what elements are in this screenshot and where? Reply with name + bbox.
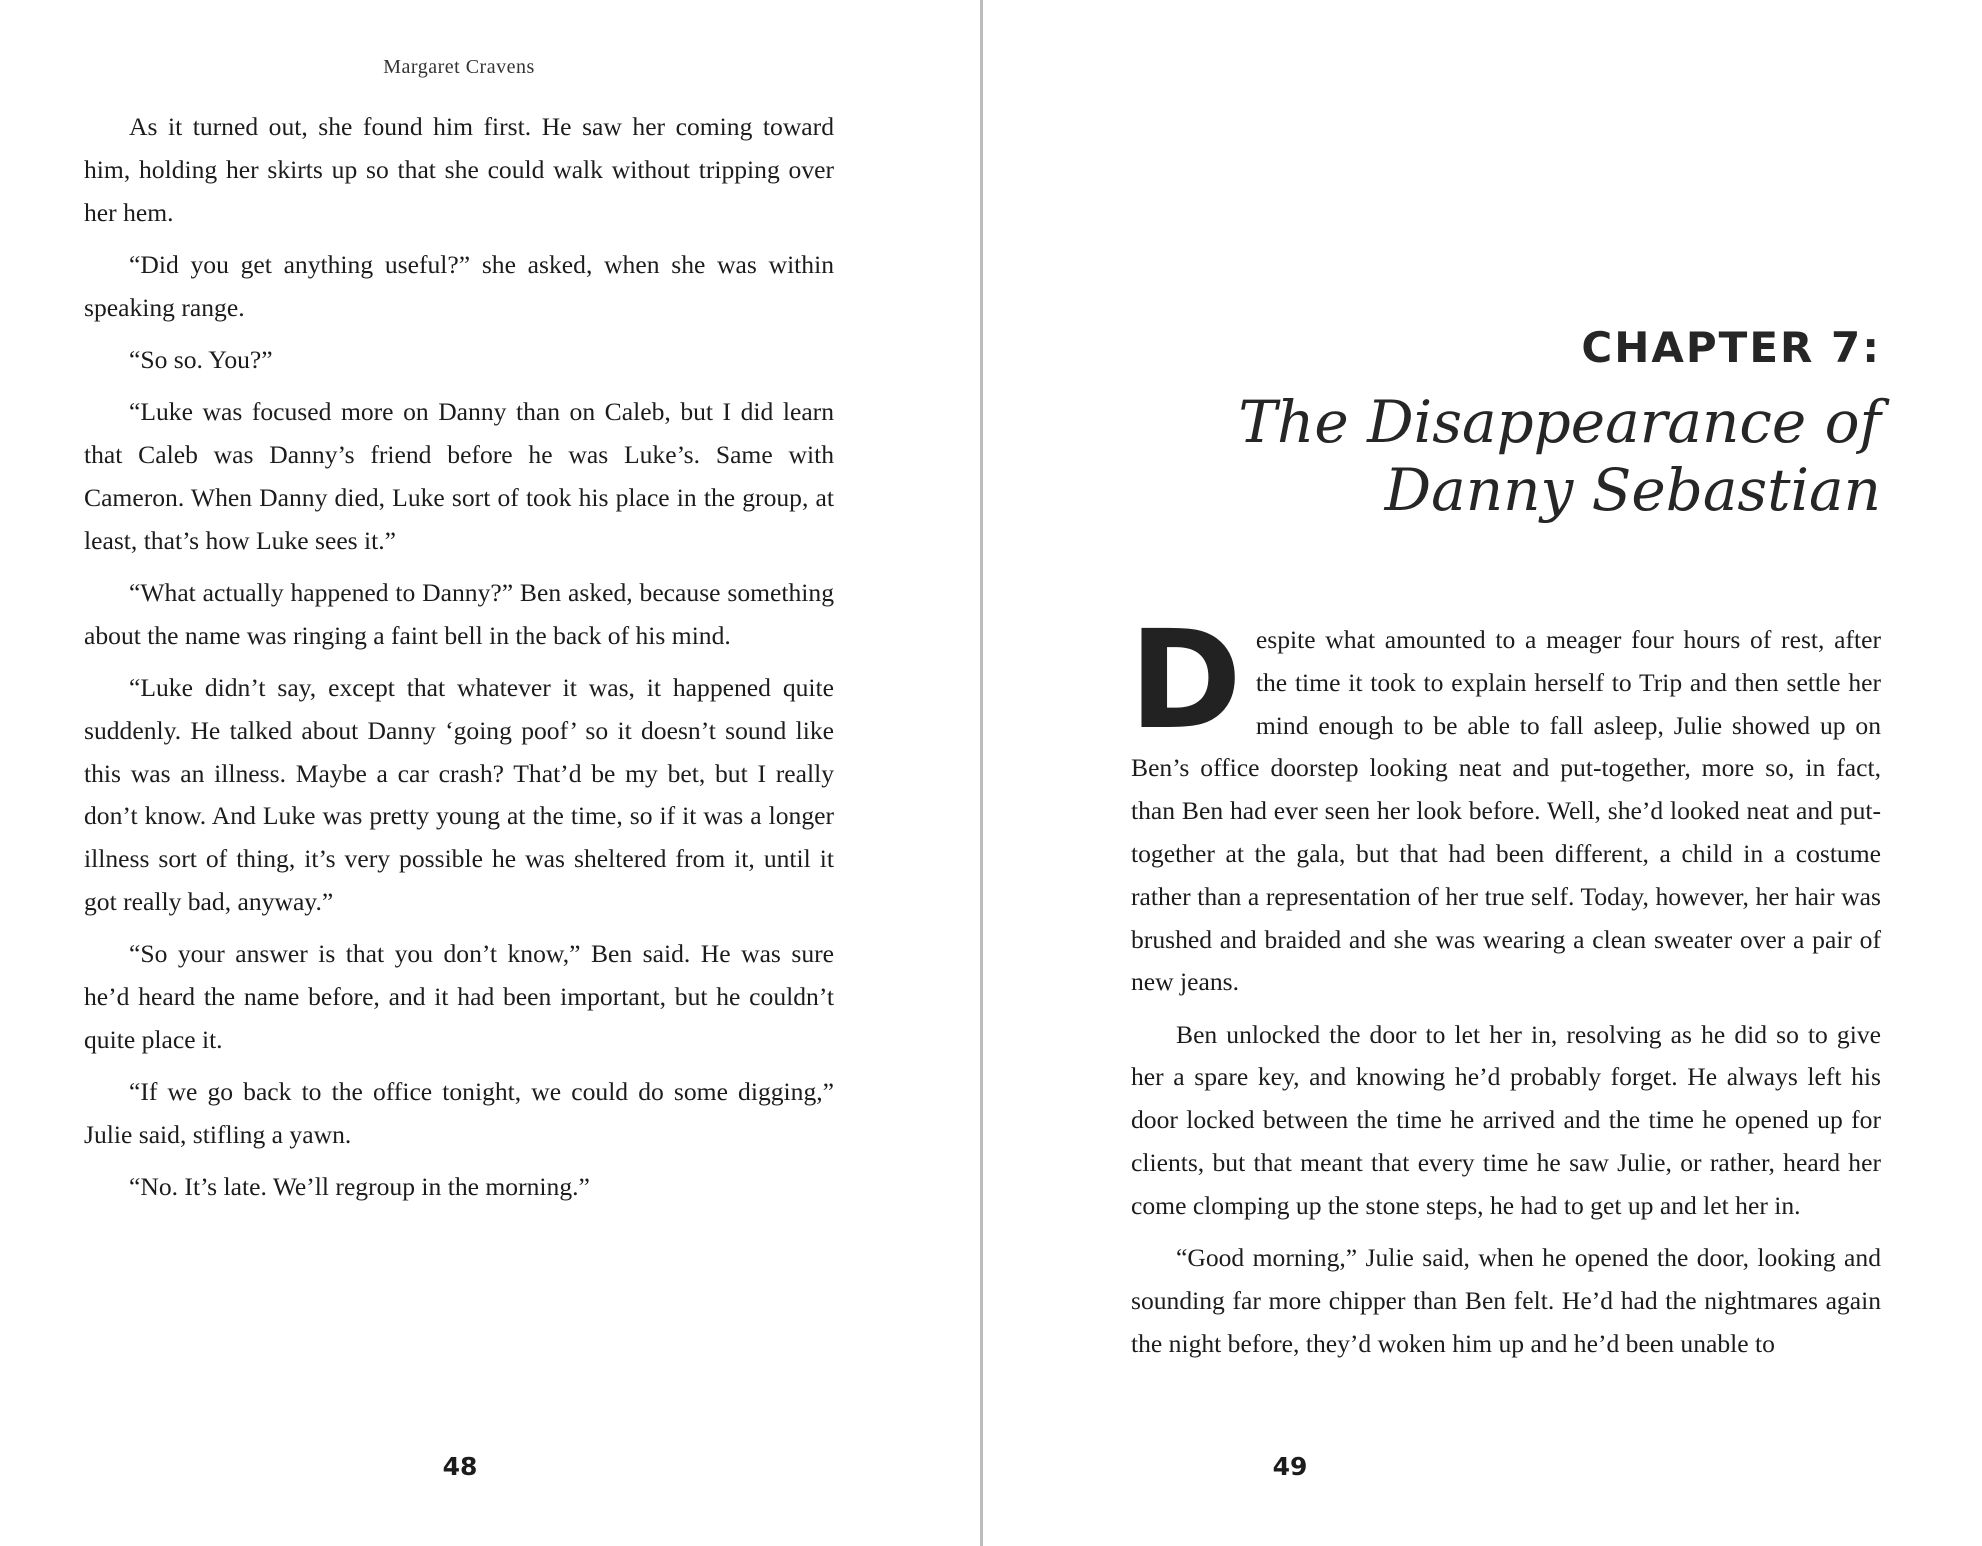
paragraph: “So so. You?”: [129, 344, 273, 374]
paragraph: “Did you get anything useful?” she asked, when she was within speaking range.: [84, 249, 834, 322]
chapter-label: CHAPTER 7:: [1581, 323, 1881, 372]
paragraph: “Luke didn’t say, except that whatever it was, it happened quite suddenly. He talked about Danny ‘going poof’ so it doesn’t sound like this was an illness. Maybe a car crash? That’d be my bet, but I really don’t know. And Luke was pretty young at the time, so if it was a longer illness sort of thing, it’s very possible he was sheltered from it, until it got really bad, anyway.”: [84, 673, 834, 917]
left-page: [0, 0, 980, 1546]
opening-paragraph: [1129, 602, 1881, 1004]
page-number-left: 48: [442, 1452, 478, 1481]
paragraph: “So your answer is that you don’t know,” Ben said. He was sure he’d heard the name before, and it had been important, but he couldn’t quite place it.: [84, 939, 834, 1054]
paragraph: Ben unlocked the door to let her in, resolving as he did so to give her a spare key, and knowing he’d probably forget. He always left his door locked between the time he arrived and the time he opened up for clients, but that meant that every time he saw Julie, or rather, heard her come clomping up the stone steps, he had to get up and let her in.: [1131, 1019, 1881, 1220]
paragraph: “Luke was focused more on Danny than on Caleb, but I did learn that Caleb was Danny’s friend before he was Luke’s. Same with Cameron. When Danny died, Luke sort of took his place in the group, at least, that’s how Luke sees it.”: [84, 397, 834, 555]
paragraph: “If we go back to the office tonight, we could do some digging,” Julie said, stifling a yawn.: [84, 1077, 834, 1150]
chapter-title-line-1: The Disappearance of: [1238, 388, 1881, 456]
page-number-right: 49: [1272, 1452, 1308, 1481]
right-page: [986, 0, 1982, 1546]
drop-cap: D: [1129, 602, 1242, 760]
chapter-title-line-2: Danny Sebastian: [1384, 456, 1881, 524]
running-head-author: Margaret Cravens: [383, 56, 535, 78]
paragraph: As it turned out, she found him first. He saw her coming toward him, holding her skirts up so that she could walk without tripping over her hem.: [84, 112, 834, 227]
right-page-body-text: [1129, 602, 1881, 1375]
chapter-title: [1238, 388, 1881, 524]
left-page-body-text: [84, 106, 834, 1219]
paragraph: “No. It’s late. We’ll regroup in the morning.”: [129, 1172, 590, 1202]
paragraph: “What actually happened to Danny?” Ben asked, because something about the name was ringing a faint bell in the back of his mind.: [84, 577, 834, 650]
opening-paragraph-text: espite what amounted to a meager four hours of rest, after the time it took to explain herself to Trip and then settle her mind enough to be able to fall asleep, Julie showed up on Ben’s office doorstep looking neat and put-together, more so, in fact, than Ben had ever seen her look before. Well, she’d looked neat and put-together at the gala, but that had been different, a child in a costume rather than a representation of her true self. Today, however, her hair was brushed and braided and she was wearing a clean sweater over a pair of new jeans.: [1131, 625, 1881, 997]
paragraph: “Good morning,” Julie said, when he opened the door, looking and sounding far more chipper than Ben felt. He’d had the nightmares again the night before, they’d woken him up and he’d been unable to: [1131, 1243, 1881, 1358]
